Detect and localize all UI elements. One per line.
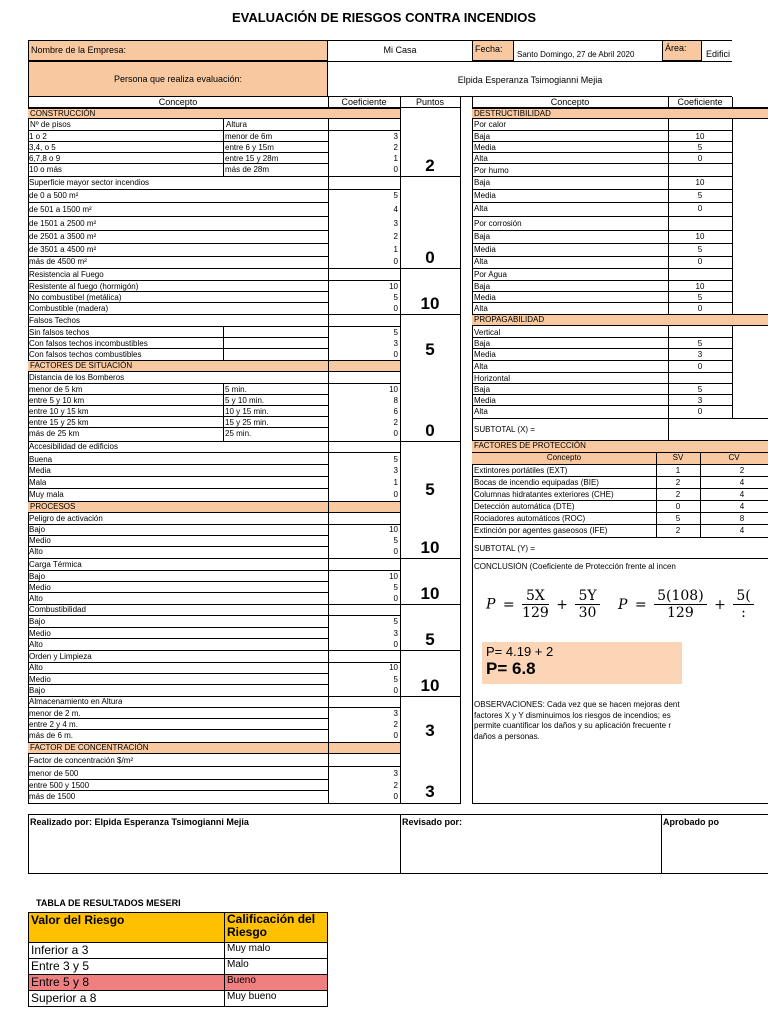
coef-sup-2: 4	[393, 205, 398, 214]
row-agua-3: Alta	[474, 304, 488, 313]
col-cv: CV	[700, 453, 768, 464]
p-result: P= 6.8	[486, 659, 536, 678]
row-tiempo-5: 25 min.	[225, 429, 252, 438]
col-puntos: Puntos	[415, 97, 445, 107]
row-pisos-2: 3,4, o 5	[29, 143, 56, 152]
row-pel-2: Medio	[29, 536, 51, 545]
row-agua-2: Media	[474, 293, 496, 302]
row-ft-1: Sin falsos techos	[29, 328, 90, 337]
row-pisos-3: 6,7,8 o 9	[29, 154, 61, 163]
row-ext: Extintores portátiles (EXT)	[474, 466, 568, 475]
coef-pisos-2: 2	[393, 143, 398, 152]
row-calor-3: Alta	[474, 154, 488, 163]
puntos-distancia: 0	[425, 421, 435, 440]
label-peligro: Peligro de activación	[29, 514, 103, 523]
fecha-label: Fecha:	[472, 40, 514, 61]
results-calif-1: Muy malo	[225, 943, 328, 959]
puntos-carga-termica: 10	[420, 584, 440, 603]
label-pisos: Nº de pisos	[30, 120, 71, 129]
puntos-falsos-techos: 5	[425, 340, 435, 359]
row-fc-2: entre 500 y 1500	[29, 781, 90, 790]
coef-res-1: 10	[389, 282, 398, 291]
row-ft-2: Con falsos techos incombustibles	[29, 339, 148, 348]
puntos-factor-concentracion: 3	[425, 782, 435, 801]
results-header-valor: Valor del Riesgo	[29, 913, 225, 943]
row-dist-3: entre 10 y 15 km	[29, 407, 89, 416]
coef-comb-2: 3	[393, 629, 398, 638]
section-factor-concentracion: FACTOR DE CONCENTRACIÓN	[28, 742, 400, 754]
empresa-label: Nombre de la Empresa:	[28, 40, 328, 61]
section-propagabilidad: PROPAGABILIDAD	[472, 314, 768, 326]
realizado-por: Realizado por: Elpida Esperanza Tsimogianni Mejia	[30, 817, 249, 827]
coef-pel-3: 0	[393, 547, 398, 556]
coef-vertical-2: 3	[697, 350, 703, 359]
row-ol-2: Medio	[29, 675, 51, 684]
row-fc-1: menor de 500	[29, 769, 79, 778]
row-humo-2: Media	[474, 191, 496, 200]
row-corrosion-1: Baja	[474, 232, 491, 241]
row-altura-2: entre 6 y 15m	[225, 143, 274, 152]
section-procesos: PROCESOS	[28, 501, 400, 513]
row-pisos-1: 1 o 2	[29, 132, 47, 141]
coef-pel-2: 5	[393, 536, 398, 545]
row-alm-3: más de 6 m.	[29, 731, 74, 740]
puntos-combustibilidad: 5	[425, 630, 435, 649]
row-acc-3: Mala	[29, 478, 47, 487]
row-sup-2: de 501 a 1500 m²	[29, 205, 92, 214]
row-ct-1: Bajo	[29, 572, 46, 581]
puntos-resistencia: 10	[420, 294, 440, 313]
row-pisos-4: 10 o más	[29, 165, 62, 174]
sv-roc: 5	[675, 514, 681, 523]
puntos-almacenamiento: 3	[425, 721, 435, 740]
row-calor-2: Media	[474, 143, 496, 152]
cv-roc: 8	[739, 514, 745, 523]
row-vertical-2: Media	[474, 350, 496, 359]
col-coeficiente: Coeficiente	[341, 97, 387, 107]
coef-vertical-1: 5	[697, 339, 703, 348]
row-sup-5: de 3501 a 4500 m²	[29, 245, 97, 254]
row-pel-1: Bajo	[29, 525, 46, 534]
p-calculation: P= 4.19 + 2	[486, 644, 554, 659]
row-altura-3: entre 15 y 28m	[225, 154, 279, 163]
row-tiempo-4: 15 y 25 min.	[225, 418, 269, 427]
row-acc-4: Muy mala	[29, 490, 64, 499]
col-sv: SV	[656, 453, 700, 464]
row-vertical-3: Alta	[474, 362, 488, 371]
row-tiempo-2: 5 y 10 min.	[225, 396, 265, 405]
area-label: Área:	[662, 40, 702, 61]
coef-dist-3: 6	[393, 407, 398, 416]
coef-agua-3: 0	[697, 304, 703, 313]
coef-vertical-3: 0	[697, 362, 703, 371]
coef-calor-3: 0	[697, 154, 703, 163]
results-valor-2: Entre 3 y 5	[29, 959, 225, 975]
coef-ct-3: 0	[393, 594, 398, 603]
sv-ife: 2	[675, 526, 681, 535]
label-vertical: Vertical	[474, 328, 501, 337]
coef-pisos-1: 3	[393, 132, 398, 141]
coef-res-2: 5	[393, 293, 398, 302]
col-coeficiente-right: Coeficiente	[677, 97, 723, 107]
row-tiempo-1: 5 min.	[225, 385, 247, 394]
coef-alm-3: 0	[393, 731, 398, 740]
coef-acc-3: 1	[393, 478, 398, 487]
puntos-orden-limpieza: 10	[420, 676, 440, 695]
result-box	[482, 642, 682, 684]
coef-ct-2: 5	[393, 583, 398, 592]
row-pel-3: Alto	[29, 547, 43, 556]
coef-comb-1: 5	[393, 617, 398, 626]
section-construccion: CONSTRUCCIÓN	[28, 108, 400, 119]
section-factores-situacion: FACTORES DE SITUACIÓN	[28, 360, 400, 372]
row-humo-1: Baja	[474, 178, 491, 187]
coef-sup-4: 2	[393, 232, 398, 241]
row-corrosion-2: Media	[474, 245, 496, 254]
label-por-agua: Por Agua	[474, 270, 507, 279]
label-superficie: Superficie mayor sector incendios	[29, 178, 150, 187]
row-alm-1: menor de 2 m.	[29, 709, 81, 718]
label-factor-concentracion: Factor de concentración $/m²	[29, 756, 134, 765]
row-tiempo-3: 10 y 15 min.	[225, 407, 269, 416]
coef-ft-3: 0	[393, 350, 398, 359]
coef-ol-3: 0	[393, 686, 398, 695]
coef-humo-1: 10	[695, 178, 705, 187]
row-comb-1: Bajo	[29, 617, 46, 626]
coef-sup-3: 3	[393, 219, 398, 228]
coef-horizontal-1: 5	[697, 385, 703, 394]
revisado-por: Revisado por:	[402, 817, 463, 827]
label-carga-termica: Carga Térmica	[29, 560, 82, 569]
coef-ft-2: 3	[393, 339, 398, 348]
row-dist-5: más de 25 km	[29, 429, 80, 438]
coef-alm-2: 2	[393, 720, 398, 729]
row-ife: Extinción por agentes gaseosos (IFE)	[474, 526, 608, 535]
row-horizontal-1: Baja	[474, 385, 491, 394]
row-bie: Bocas de incendio equipadas (BIE)	[474, 478, 599, 487]
subtotal-y: SUBTOTAL (Y) =	[474, 544, 535, 553]
coef-horizontal-3: 0	[697, 407, 703, 416]
row-comb-3: Alto	[29, 640, 43, 649]
coef-sup-5: 1	[393, 245, 398, 254]
coef-alm-1: 3	[393, 709, 398, 718]
coef-humo-3: 0	[697, 204, 703, 213]
col-concepto: Concepto	[158, 97, 198, 107]
cv-bie: 4	[739, 478, 745, 487]
results-valor-1: Inferior a 3	[29, 943, 225, 959]
coef-acc-2: 3	[393, 466, 398, 475]
sv-dte: 0	[675, 502, 681, 511]
coef-ol-2: 5	[393, 675, 398, 684]
puntos-peligro: 10	[420, 538, 440, 557]
col-concepto-proteccion: Concepto	[472, 453, 656, 464]
row-res-2: No combustibel (metálica)	[29, 293, 122, 302]
label-resistencia: Resistencia al Fuego	[29, 270, 104, 279]
coef-calor-2: 5	[697, 143, 703, 152]
row-res-1: Resistente al fuego (hormigón)	[29, 282, 139, 291]
label-por-humo: Por humo	[474, 166, 509, 175]
row-comb-2: Medio	[29, 629, 51, 638]
coef-pel-1: 10	[389, 525, 398, 534]
obs-line-4: daños a personas.	[474, 732, 540, 741]
row-altura-4: más de 28m	[225, 165, 270, 174]
obs-line-3: permite cuantificar los daños y su aplicación frecuente r	[474, 721, 671, 730]
coef-agua-1: 10	[695, 282, 705, 291]
coef-pisos-4: 0	[393, 165, 398, 174]
obs-line-1: OBSERVACIONES: Cada vez que se hacen mejoras dent	[474, 700, 680, 709]
label-por-calor: Por calor	[474, 120, 507, 129]
persona-value: Elpida Esperanza Tsimogianni Mejia	[328, 61, 732, 97]
results-calif-4: Muy bueno	[225, 991, 328, 1007]
sv-bie: 2	[675, 478, 681, 487]
row-humo-3: Alta	[474, 204, 488, 213]
row-ol-3: Bajo	[29, 686, 46, 695]
coef-res-3: 0	[393, 304, 398, 313]
coef-dist-2: 8	[393, 396, 398, 405]
label-accesibilidad: Accesibilidad de edificios	[29, 442, 118, 451]
results-valor-3: Entre 5 y 8	[29, 975, 225, 991]
row-altura-1: menor de 6m	[225, 132, 273, 141]
cv-che: 4	[739, 490, 745, 499]
coef-calor-1: 10	[695, 132, 705, 141]
row-dist-2: entre 5 y 10 km	[29, 396, 85, 405]
coef-fc-3: 0	[393, 792, 398, 801]
row-horizontal-2: Media	[474, 396, 496, 405]
results-calif-3: Bueno	[225, 975, 328, 991]
sv-ext: 1	[675, 466, 681, 475]
coef-ol-1: 10	[389, 663, 398, 672]
row-acc-1: Buena	[29, 455, 53, 464]
row-alm-2: entre 2 y 4 m.	[29, 720, 78, 729]
row-dte: Detección automática (DTE)	[474, 502, 575, 511]
label-almacenamiento: Almacenamiento en Altura	[29, 697, 123, 706]
row-roc: Rociadores automáticos (ROC)	[474, 514, 586, 523]
row-sup-6: más de 4500 m²	[29, 257, 87, 266]
puntos-pisos: 2	[425, 156, 435, 175]
label-orden-limpieza: Orden y Limpieza	[29, 652, 92, 661]
cv-dte: 4	[739, 502, 745, 511]
row-ft-3: Con falsos techos combustibles	[29, 350, 142, 359]
row-res-3: Combustible (madera)	[29, 304, 109, 313]
label-distancia: Distancia de los Bomberos	[29, 373, 125, 382]
area-value: Edifici	[702, 40, 732, 61]
coef-acc-4: 0	[393, 490, 398, 499]
results-calif-2: Malo	[225, 959, 328, 975]
coef-ft-1: 5	[393, 328, 398, 337]
results-table	[28, 912, 328, 1007]
row-fc-3: más de 1500	[29, 792, 76, 801]
coef-agua-2: 5	[697, 293, 703, 302]
row-ct-3: Alto	[29, 594, 43, 603]
coef-dist-5: 0	[393, 429, 398, 438]
puntos-superficie: 0	[425, 248, 435, 267]
results-title: TABLA DE RESULTADOS MESERI	[36, 898, 181, 908]
coef-dist-1: 10	[389, 385, 398, 394]
coef-ct-1: 10	[389, 572, 398, 581]
obs-line-2: factores X y Y disminuimos los riesgos de incendios; es	[474, 711, 671, 720]
coef-horizontal-2: 3	[697, 396, 703, 405]
row-agua-1: Baja	[474, 282, 491, 291]
coef-sup-6: 0	[393, 257, 398, 266]
subtotal-x: SUBTOTAL (X) =	[474, 425, 535, 434]
label-falsos-techos: Falsos Techos	[29, 316, 80, 325]
section-destructibilidad: DESTRUCTIBILIDAD	[472, 108, 768, 119]
cv-ife: 4	[739, 526, 745, 535]
row-sup-3: de 1501 a 2500 m²	[29, 219, 97, 228]
row-che: Columnas hidratantes exteriores (CHE)	[474, 490, 614, 499]
label-por-corrosion: Por corrosión	[474, 219, 522, 228]
empresa-value: Mi Casa	[328, 40, 472, 61]
row-calor-1: Baja	[474, 132, 491, 141]
label-combustibilidad: Combustibilidad	[29, 605, 86, 614]
coef-pisos-3: 1	[393, 154, 398, 163]
coef-acc-1: 5	[393, 455, 398, 464]
row-dist-1: menor de 5 km	[29, 385, 83, 394]
row-ol-1: Alto	[29, 663, 43, 672]
aprobado-por: Aprobado po	[663, 817, 719, 827]
row-vertical-1: Baja	[474, 339, 491, 348]
row-horizontal-3: Alta	[474, 407, 488, 416]
results-valor-4: Superior a 8	[29, 991, 225, 1007]
coef-corrosion-3: 0	[697, 257, 703, 266]
label-horizontal: Horizontal	[474, 374, 511, 383]
persona-label: Persona que realiza evaluación:	[28, 61, 328, 97]
row-dist-4: entre 15 y 25 km	[29, 418, 89, 427]
row-ct-2: Medio	[29, 583, 51, 592]
coef-dist-4: 2	[393, 418, 398, 427]
row-sup-1: de 0 a 500 m²	[29, 191, 79, 200]
coef-corrosion-1: 10	[695, 232, 705, 241]
coef-fc-2: 2	[393, 781, 398, 790]
conclusion-label: CONCLUSIÓN (Coeficiente de Protección frente al incen	[474, 562, 676, 571]
section-factores-proteccion: FACTORES DE PROTECCIÓN	[472, 441, 768, 452]
col-concepto-right: Concepto	[550, 97, 590, 107]
coef-fc-1: 3	[393, 769, 398, 778]
page-title: EVALUACIÓN DE RIESGOS CONTRA INCENDIOS	[231, 10, 537, 25]
coef-comb-3: 0	[393, 640, 398, 649]
cv-ext: 2	[739, 466, 745, 475]
results-header-calificacion: Calificación del Riesgo	[225, 913, 328, 943]
fecha-value: Santo Domingo, 27 de Abril 2020	[514, 40, 662, 61]
sv-che: 2	[675, 490, 681, 499]
coef-sup-1: 5	[393, 191, 398, 200]
row-sup-4: de 2501 a 3500 m²	[29, 232, 97, 241]
label-altura: Altura	[226, 120, 247, 129]
puntos-accesibilidad: 5	[425, 480, 435, 499]
row-corrosion-3: Alta	[474, 257, 488, 266]
formula-p: P = $\frac{5X}{129}$ + $\frac{5Y}{30}$ P = $\frac{5(108)}{129}$ + $\frac{5(}{:}$	[486, 588, 768, 628]
coef-corrosion-2: 5	[697, 245, 703, 254]
row-acc-2: Media	[29, 466, 51, 475]
coef-humo-2: 5	[697, 191, 703, 200]
